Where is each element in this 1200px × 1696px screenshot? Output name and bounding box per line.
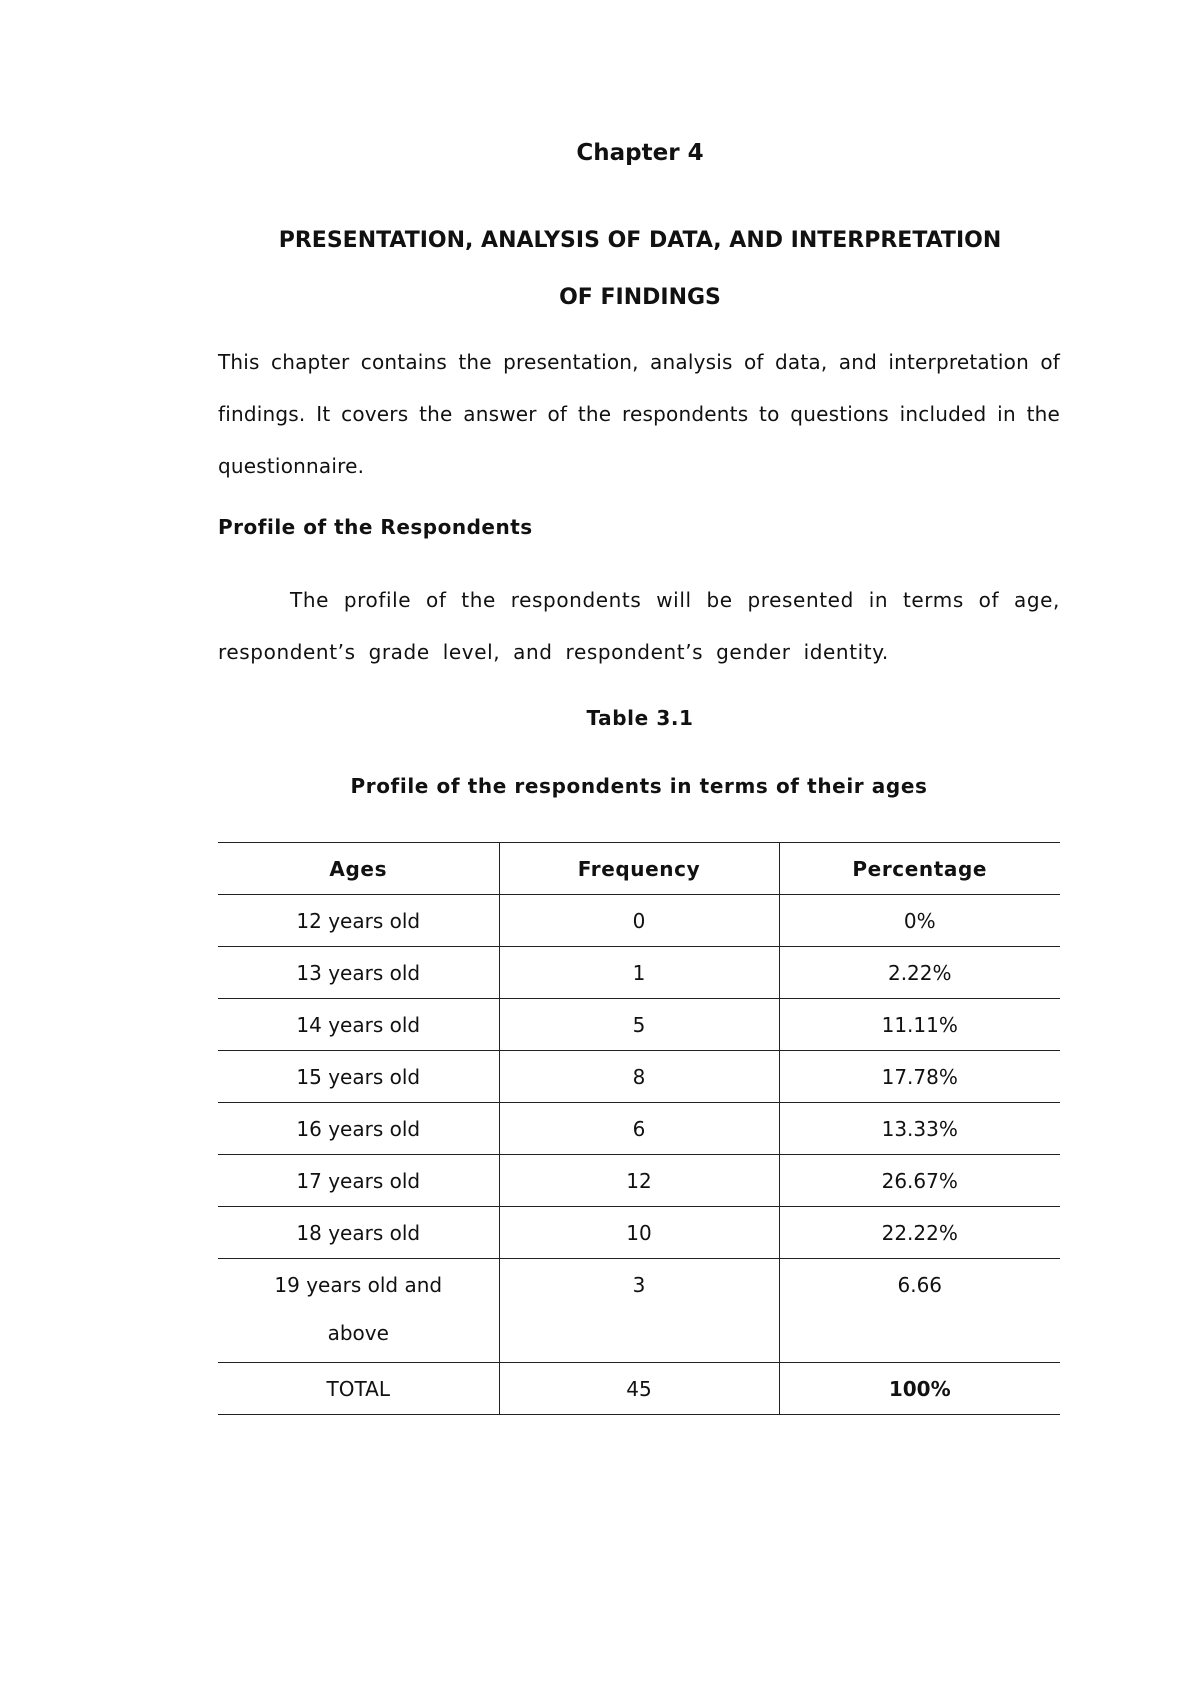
- cell-frequency: 1: [499, 947, 779, 999]
- cell-percentage: 11.11%: [779, 999, 1060, 1051]
- table-row: [218, 1207, 1060, 1259]
- table-row: [218, 1103, 1060, 1155]
- table-row: [218, 1155, 1060, 1207]
- cell-frequency: 0: [499, 895, 779, 947]
- cell-age: 14 years old: [218, 999, 499, 1051]
- total-label: TOTAL: [218, 1363, 499, 1415]
- cell-frequency: 5: [499, 999, 779, 1051]
- cell-percentage: 13.33%: [779, 1103, 1060, 1155]
- cell-age-line-1: 19 years old and: [274, 1273, 443, 1297]
- chapter-title-line-1: PRESENTATION, ANALYSIS OF DATA, AND INTERPRETATION: [278, 228, 1002, 253]
- cell-frequency: 3: [499, 1259, 779, 1363]
- table-row: [218, 1259, 1060, 1363]
- cell-age: 18 years old: [218, 1207, 499, 1259]
- chapter-label: Chapter 4: [576, 140, 704, 166]
- table-row: [218, 999, 1060, 1051]
- cell-age: 17 years old: [218, 1155, 499, 1207]
- cell-age: 15 years old: [218, 1051, 499, 1103]
- table-header-row: [218, 843, 1060, 895]
- table-caption: Profile of the respondents in terms of their ages: [350, 774, 928, 798]
- cell-frequency: 6: [499, 1103, 779, 1155]
- cell-frequency: 10: [499, 1207, 779, 1259]
- chapter-title: [218, 212, 1062, 326]
- age-profile-table: [218, 842, 1060, 1415]
- table-row: [218, 895, 1060, 947]
- cell-percentage: 26.67%: [779, 1155, 1060, 1207]
- table-label: Table 3.1: [586, 706, 694, 730]
- cell-percentage: 17.78%: [779, 1051, 1060, 1103]
- header-frequency: Frequency: [499, 843, 779, 895]
- cell-age: 13 years old: [218, 947, 499, 999]
- cell-age-line-2: above: [327, 1321, 389, 1345]
- total-percentage: 100%: [779, 1363, 1060, 1415]
- total-frequency: 45: [499, 1363, 779, 1415]
- table-total-row: [218, 1363, 1060, 1415]
- chapter-title-line-2: OF FINDINGS: [559, 285, 721, 310]
- cell-frequency: 12: [499, 1155, 779, 1207]
- cell-age: [218, 1259, 499, 1363]
- cell-percentage: 6.66: [779, 1259, 1060, 1363]
- cell-percentage: 0%: [779, 895, 1060, 947]
- section-heading: Profile of the Respondents: [218, 515, 533, 539]
- header-percentage: Percentage: [779, 843, 1060, 895]
- profile-paragraph: The profile of the respondents will be presented in terms of age, respondent’s grade level, and respondent’s gender identity.: [218, 588, 1060, 664]
- cell-percentage: 22.22%: [779, 1207, 1060, 1259]
- header-ages: Ages: [218, 843, 499, 895]
- cell-age: 12 years old: [218, 895, 499, 947]
- table-row: [218, 947, 1060, 999]
- cell-percentage: 2.22%: [779, 947, 1060, 999]
- table-row: [218, 1051, 1060, 1103]
- cell-frequency: 8: [499, 1051, 779, 1103]
- cell-age: 16 years old: [218, 1103, 499, 1155]
- intro-paragraph: This chapter contains the presentation, analysis of data, and interpretation of findings. It covers the answer of the respondents to questions included in the questionnaire.: [218, 350, 1060, 478]
